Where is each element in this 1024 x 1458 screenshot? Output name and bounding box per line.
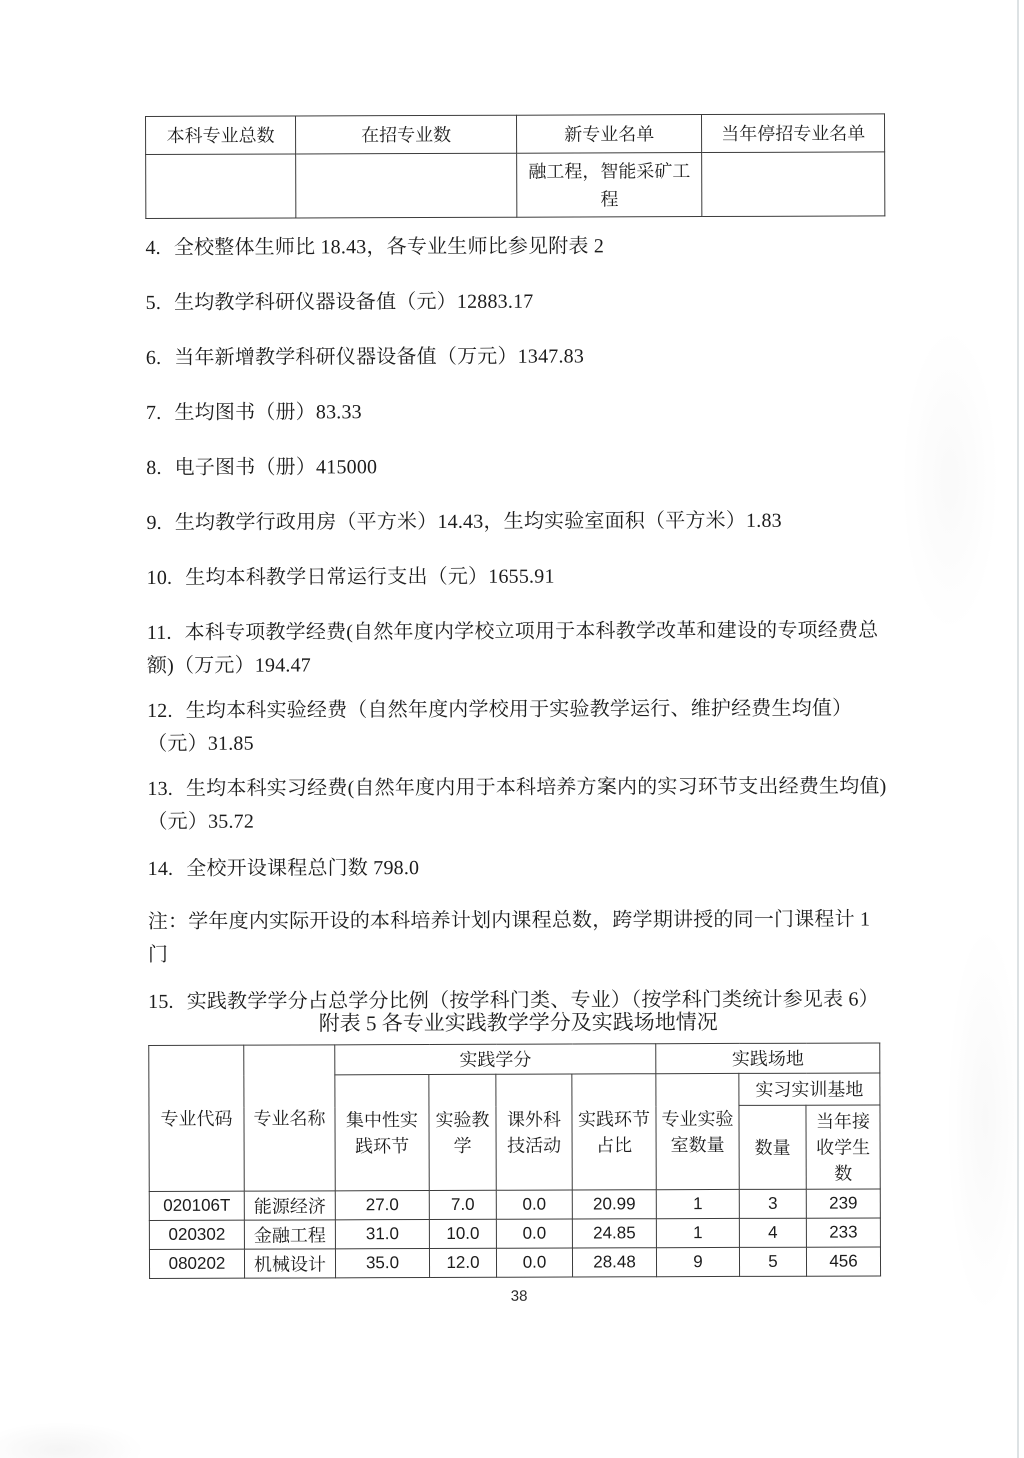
- cell-extracurricular: 0.0: [496, 1219, 572, 1248]
- cell-major-name: 机械设计: [244, 1249, 335, 1278]
- header-base-count: 数量: [739, 1105, 806, 1189]
- item-number: 6.: [145, 346, 162, 369]
- table-row: [149, 1247, 880, 1279]
- list-item-14: [148, 850, 888, 886]
- header-extracurricular-activity: 课外科技活动: [496, 1074, 572, 1190]
- item-number: 5.: [145, 291, 162, 314]
- cell-concentrated: 31.0: [335, 1220, 429, 1249]
- cell-base-count: 5: [739, 1247, 806, 1276]
- item-number: 11.: [146, 621, 172, 644]
- item-text: 当年新增教学科研仪器设备值（万元）1347.83: [174, 345, 585, 369]
- item-text: 生均本科实习经费(自然年度内用于本科培养方案内的实习环节支出经费生均值)（元）35.72: [147, 775, 887, 833]
- item-text: 生均本科教学日常运行支出（元）1655.91: [185, 565, 555, 589]
- cell-enrolling-majors: [296, 153, 517, 218]
- cell-ratio: 28.48: [572, 1248, 656, 1277]
- cell-extracurricular: 0.0: [496, 1248, 572, 1277]
- item-number: 9.: [146, 511, 162, 534]
- header-major-name: 专业名称: [244, 1045, 336, 1191]
- list-item-12: [147, 692, 887, 761]
- item-number: 13.: [147, 777, 173, 800]
- header-practice-credits-group: 实践学分: [335, 1044, 656, 1075]
- item-text: 全校开设课程总门数 798.0: [186, 857, 420, 880]
- cell-ratio: 20.99: [572, 1190, 656, 1219]
- cell-students: 239: [806, 1189, 880, 1218]
- list-item-9: [146, 504, 886, 540]
- cell-ratio: 24.85: [572, 1219, 656, 1248]
- list-item-8: [146, 449, 886, 485]
- item-number: 4.: [145, 236, 161, 259]
- cell-new-majors: 融工程，智能采矿工程: [517, 153, 703, 218]
- item-text: 实践教学学分占总学分比例（按学科门类、专业）（按学科门类统计参见表 6）: [186, 988, 879, 1013]
- header-students-received: 当年接收学生数: [806, 1105, 880, 1189]
- item-number: 15.: [148, 990, 174, 1013]
- cell-major-code: 020302: [149, 1220, 244, 1249]
- item-text: 全校整体生师比 18.43，各专业生师比参见附表 2: [173, 235, 605, 259]
- header-lab-count: 专业实验室数量: [656, 1073, 739, 1189]
- cell-total-majors: [146, 154, 296, 219]
- statistics-list: [145, 229, 888, 1019]
- cell-major-code: 080202: [149, 1249, 244, 1278]
- cell-major-name: 金融工程: [244, 1220, 335, 1249]
- item-text: 电子图书（册）415000: [174, 456, 378, 479]
- list-item-5: [146, 284, 886, 320]
- item-number: 10.: [146, 566, 173, 589]
- cell-concentrated: 27.0: [335, 1191, 429, 1220]
- list-item-7: [146, 394, 886, 430]
- cell-lab-count: 1: [656, 1189, 739, 1218]
- page-content: [145, 113, 889, 1308]
- item-number: 12.: [147, 699, 173, 722]
- list-item-10: [147, 559, 887, 595]
- item-text: 生均本科实验经费（自然年度内学校用于实验教学运行、维护经费生均值）（元）31.85: [147, 697, 853, 755]
- item-text: 生均图书（册）83.33: [174, 401, 362, 424]
- cell-major-name: 能源经济: [244, 1191, 335, 1220]
- table5-title: 附表 5 各专业实践教学学分及实践场地情况: [318, 1010, 718, 1036]
- header-total-majors: 本科专业总数: [146, 116, 296, 155]
- cell-experiment: 7.0: [429, 1190, 496, 1219]
- list-item-4: [145, 229, 885, 265]
- header-practice-sites-group: 实践场地: [656, 1043, 880, 1074]
- table-row: [149, 1218, 880, 1250]
- cell-major-code: 020106T: [149, 1191, 244, 1220]
- item-number: 8.: [146, 456, 162, 479]
- header-new-majors: 新专业名单: [516, 115, 702, 154]
- practice-credits-table: [148, 1042, 881, 1279]
- item-text: 生均教学行政用房（平方米）14.43，生均实验室面积（平方米）1.83: [174, 509, 782, 534]
- header-training-base-group: 实习实训基地: [739, 1073, 880, 1105]
- new-majors-table: [145, 113, 885, 219]
- list-item-6: [146, 339, 886, 375]
- page-number: 38: [510, 1287, 528, 1305]
- header-experiment-teaching: 实验教学: [429, 1074, 496, 1190]
- cell-base-count: 3: [739, 1189, 806, 1218]
- new-majors-header-row: [146, 114, 885, 155]
- cell-students: 456: [806, 1247, 880, 1276]
- cell-experiment: 10.0: [429, 1219, 496, 1248]
- item-number: 14.: [147, 857, 174, 880]
- new-majors-data-row: [146, 152, 885, 219]
- header-major-code: 专业代码: [149, 1045, 245, 1191]
- table-row: [149, 1189, 880, 1221]
- note: 注：学年度内实际开设的本科培养计划内课程总数，跨学期讲授的同一门课程计 1 门: [147, 908, 871, 966]
- header-suspended-majors: 当年停招专业名单: [702, 114, 885, 153]
- header-enrolling-majors: 在招专业数: [296, 115, 517, 154]
- cell-base-count: 4: [739, 1218, 806, 1247]
- cell-suspended-majors: [702, 152, 885, 217]
- list-item-13: [147, 770, 887, 839]
- scan-edge-line: [1017, 0, 1019, 1458]
- cell-lab-count: 1: [656, 1218, 739, 1247]
- list-item-11: [147, 614, 887, 683]
- cell-experiment: 12.0: [429, 1248, 496, 1277]
- item-text: 生均教学科研仪器设备值（元）12883.17: [174, 290, 534, 314]
- cell-extracurricular: 0.0: [496, 1190, 572, 1219]
- cell-lab-count: 9: [656, 1247, 739, 1276]
- cell-concentrated: 35.0: [335, 1249, 429, 1278]
- header-practice-ratio: 实践环节占比: [572, 1074, 656, 1190]
- table5-header-row-1: [149, 1043, 880, 1076]
- item-text: 本科专项教学经费(自然年度内学校立项用于本科教学改革和建设的专项经费总额)（万元）194.47: [146, 619, 879, 677]
- header-concentrated-practice: 集中性实践环节: [335, 1075, 429, 1191]
- cell-students: 233: [806, 1218, 880, 1247]
- item-number: 7.: [145, 401, 162, 424]
